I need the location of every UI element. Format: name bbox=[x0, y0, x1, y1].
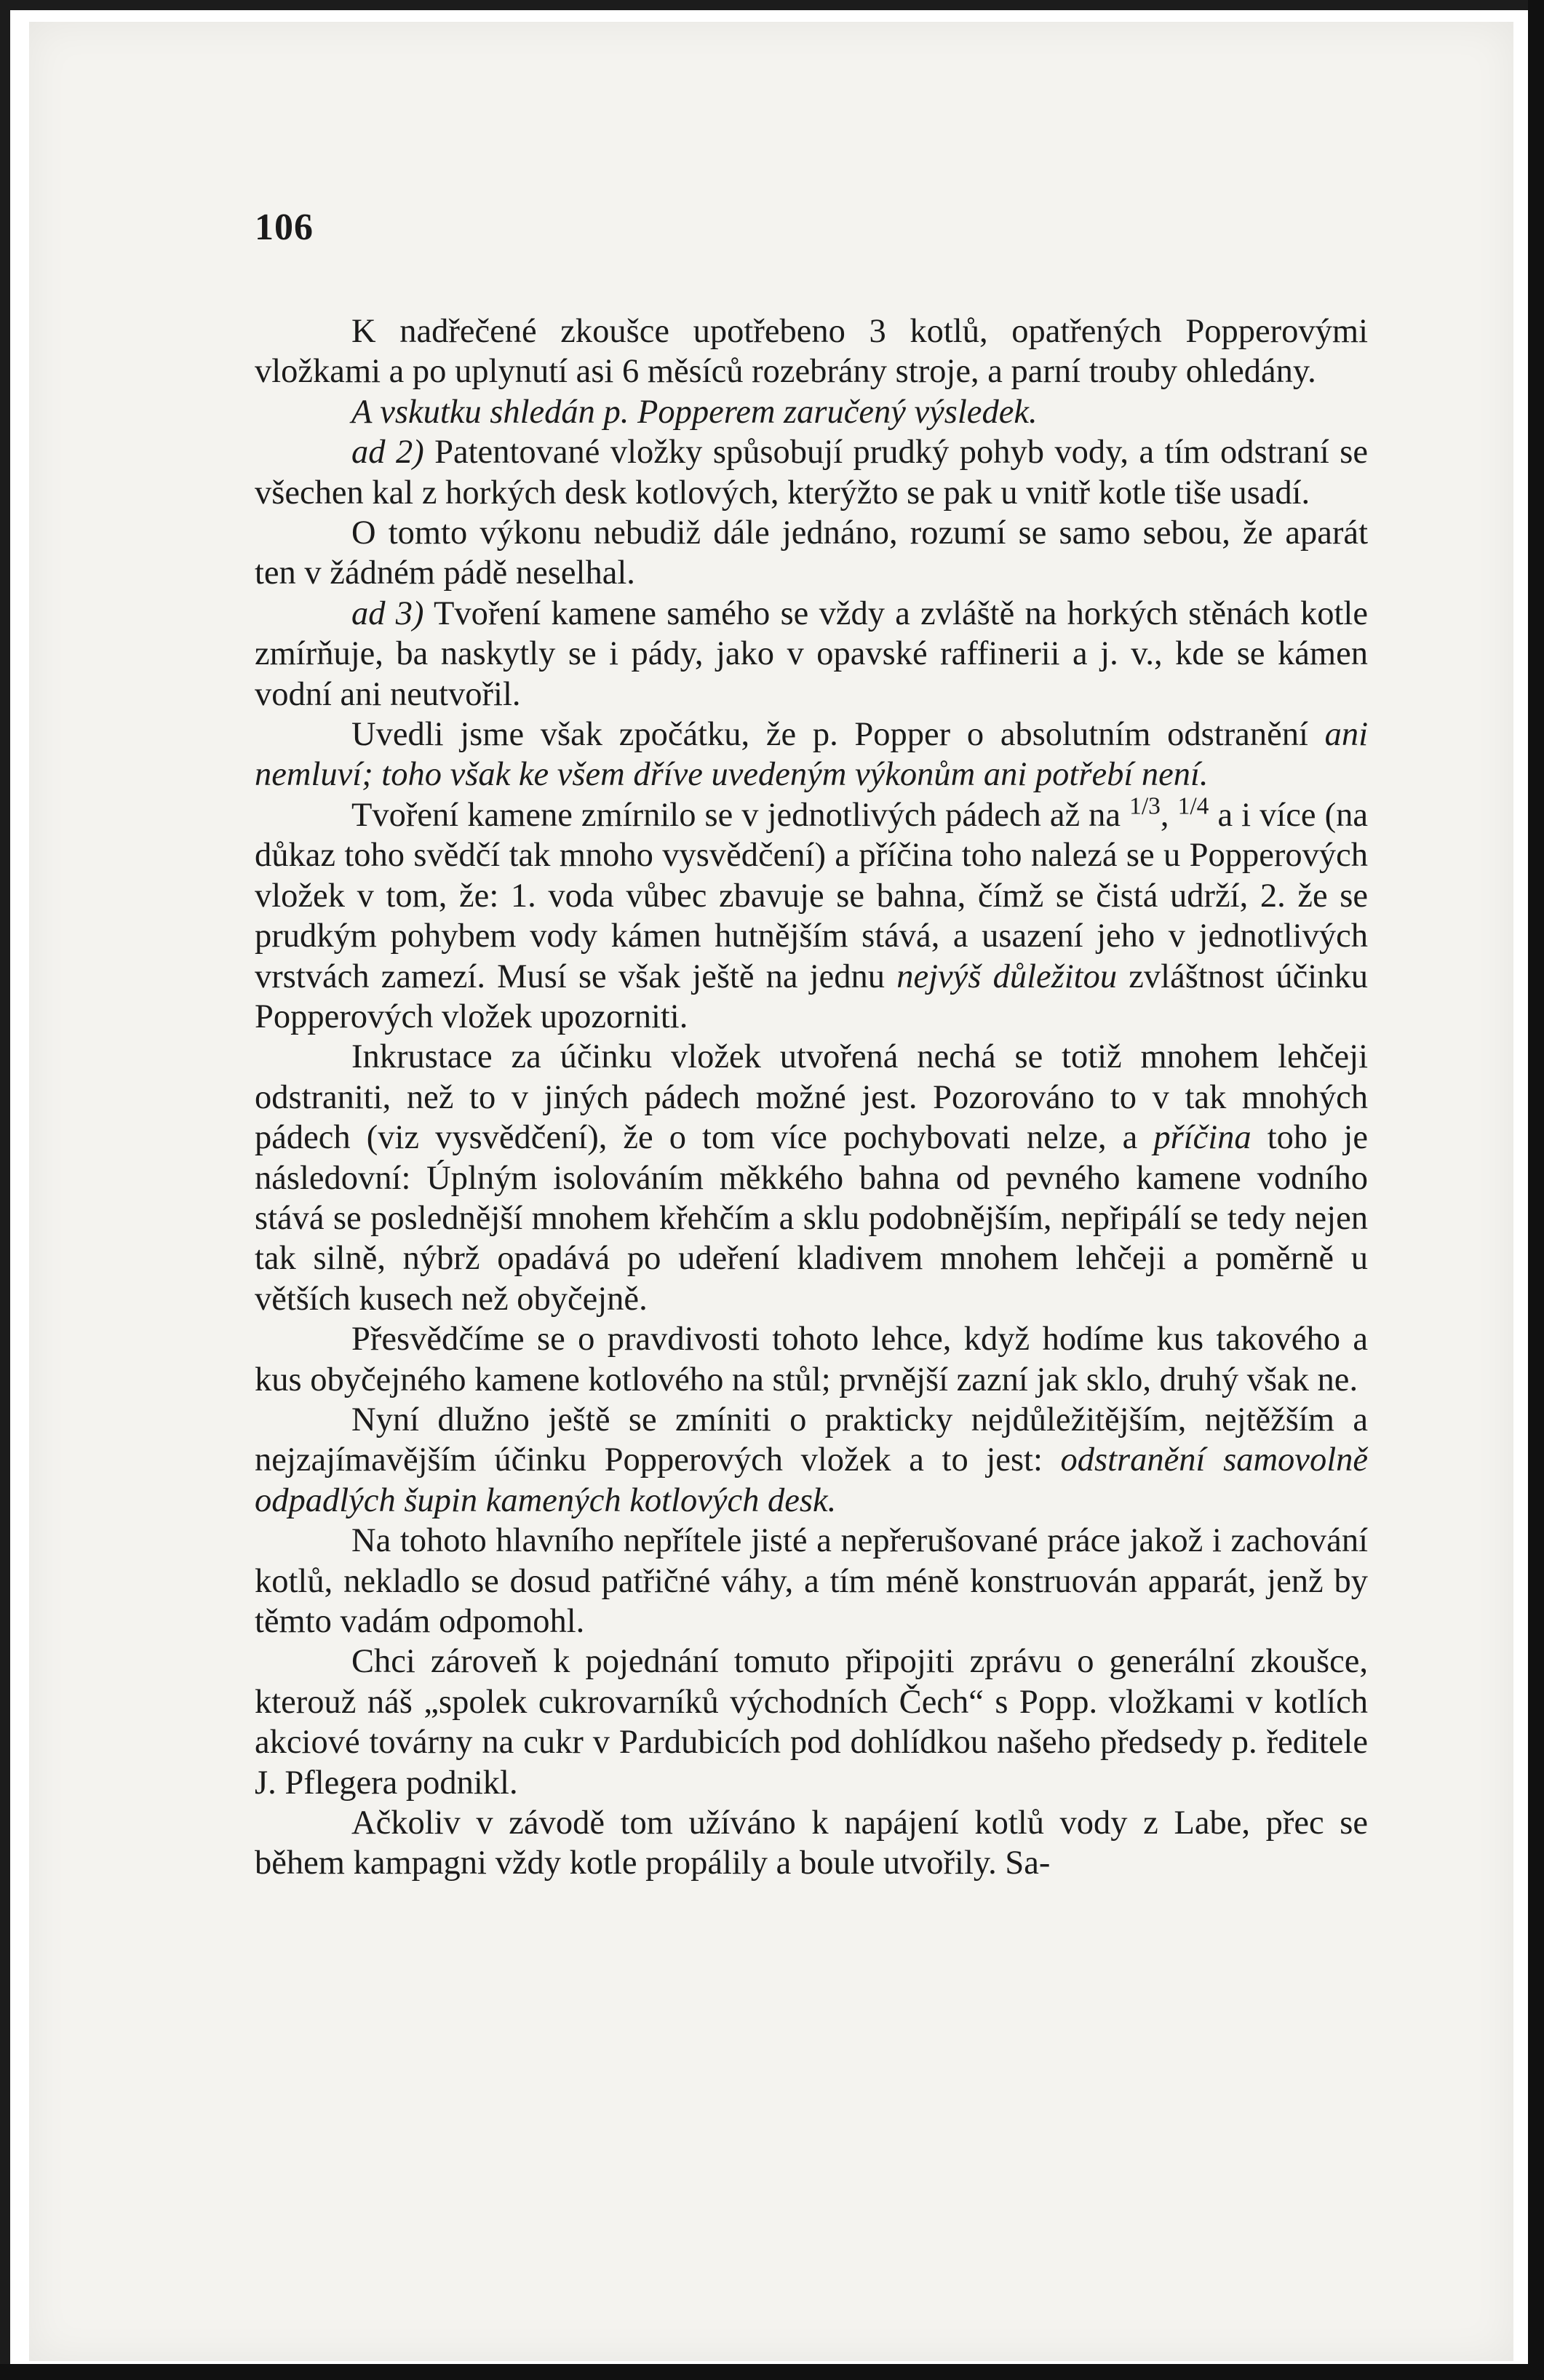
paragraph bbox=[255, 1641, 1368, 1803]
text-run: , bbox=[1160, 796, 1178, 834]
scan-border-left bbox=[0, 0, 10, 2380]
text-run: Na tohoto hlavního nepřítele jisté a nepřerušované práce jakož i zachování kotlů, nekladlo se dosud patřičné váhy, a tím méně konstruován apparát, jenž by těmto vadám odpomohl. bbox=[255, 1522, 1368, 1640]
paragraph bbox=[255, 1400, 1368, 1521]
paragraph bbox=[255, 792, 1369, 1037]
text-run: Tvoření kamene samého se vždy a zvláště na horkých stěnách kotle zmírňuje, ba naskytly se i pády, jako v opavské raffinerii a j. v., kde se kámen vodní ani neutvořil. bbox=[255, 594, 1368, 713]
text-run: toho je následovní: Úplným isolováním měkkého bahna od pevného kamene vodního stává se poslednější mnohem křehčím a sklu podobnějším, nepřipálí se tedy nejen tak silně, nýbrž opadává po udeření kladivem mnohem lehčeji a poměrně u větších kusech než obyčejně. bbox=[255, 1119, 1368, 1318]
text-run: O tomto výkonu nebudiž dále jednáno, rozumí se samo sebou, že aparát ten v žádném pádě neselhal. bbox=[255, 514, 1368, 592]
paragraph bbox=[255, 1521, 1368, 1641]
page-number: 106 bbox=[255, 207, 314, 248]
paragraph bbox=[255, 715, 1368, 795]
paragraph bbox=[255, 513, 1368, 594]
paragraph bbox=[255, 594, 1368, 715]
text-run: K nadřečené zkoušce upotřebeno 3 kotlů, opatřených Popperovými vložkami a po uplynutí asi 6 měsíců rozebrány stroje, a parní trouby ohledány. bbox=[255, 313, 1368, 391]
text-run: Nyní dlužno ještě se zmíniti o prakticky nejdůležitějším, nejtěžším a nejzajímavějším účinku Popperových vložek a to jest: bbox=[255, 1401, 1368, 1479]
text-run: Patentované vložky spůsobují prudký pohyb vody, a tím odstraní se všechen kal z horkých desk kotlových, kterýžto se pak u vnitř kotle tiše usadí. bbox=[255, 434, 1368, 512]
italic-text: nejvýš důležitou bbox=[896, 958, 1118, 995]
fraction: 1/4 bbox=[1177, 792, 1209, 820]
paragraph bbox=[255, 311, 1368, 392]
paragraph bbox=[255, 1037, 1368, 1319]
italic-text: příčina bbox=[1153, 1119, 1251, 1157]
text-run: Přesvědčíme se o pravdivosti tohoto lehce, když hodíme kus takového a kus obyčejného kamene kotlového na stůl; prvnější zazní jak sklo, druhý však ne. bbox=[255, 1321, 1368, 1398]
text-run: Uvedli jsme však zpočátku, že p. Popper o absolutním odstranění bbox=[351, 716, 1325, 754]
scan-border-top bbox=[0, 0, 1544, 10]
paragraph bbox=[255, 392, 1368, 432]
scan-border-right bbox=[1528, 0, 1544, 2380]
text-run: Chci zároveň k pojednání tomuto připojiti zprávu o generální zkoušce, kterouž náš „spolek cukrovarníků východních Čech“ s Popp. vložkami v kotlích akciové továrny na cukr v Pardubicích pod dohlídkou našeho předsedy p. ředitele J. Pflegera podnikl. bbox=[255, 1643, 1368, 1802]
fraction: 1/3 bbox=[1129, 792, 1161, 820]
italic-text: ad 2) bbox=[351, 434, 424, 471]
text-run: Tvoření kamene zmírnilo se v jednotlivých pádech až na bbox=[351, 796, 1130, 834]
text-run: Inkrustace za účinku vložek utvořená nechá se totiž mnohem lehčeji odstraniti, než to v jiných pádech možné jest. Pozorováno to v tak mnohých pádech (viz vysvědčení), že o tom více pochybovati nelze, a bbox=[255, 1038, 1368, 1157]
text-run: Ačkoliv v závodě tom užíváno k napájení kotlů vody z Labe, přec se během kampagni vždy kotle propálily a boule utvořily. Sa- bbox=[255, 1804, 1368, 1882]
italic-text: ani nemluví; toho však ke všem dříve uvedeným výkonům ani potřebí není. bbox=[255, 716, 1368, 794]
italic-text: odstranění samovolně odpadlých šupin kamených kotlových desk. bbox=[255, 1441, 1369, 1519]
paragraph bbox=[255, 432, 1368, 513]
text-run: a i více (na důkaz toho svědčí tak mnoho vysvědčení) a příčina toho nalezá se u Popperových vložek v tom, že: 1. voda vůbec zbavuje se bahna, čímž se čistá udrží, 2. že se prudkým pohybem vody kámen hutnějším stává, a usazení jeho v jednotlivých vrstvách zamezí. Musí se však ještě na jednu bbox=[255, 796, 1369, 995]
text-run: zvláštnost účinku Popperových vložek upozorniti. bbox=[255, 958, 1368, 1035]
body-text bbox=[255, 311, 1368, 1884]
italic-text: ad 3) bbox=[351, 594, 424, 632]
paragraph bbox=[255, 1803, 1368, 1884]
scan-border-bottom bbox=[0, 2364, 1544, 2380]
italic-text: A vskutku shledán p. Popperem zaručený výsledek. bbox=[351, 393, 1038, 431]
paragraph bbox=[255, 1319, 1368, 1400]
